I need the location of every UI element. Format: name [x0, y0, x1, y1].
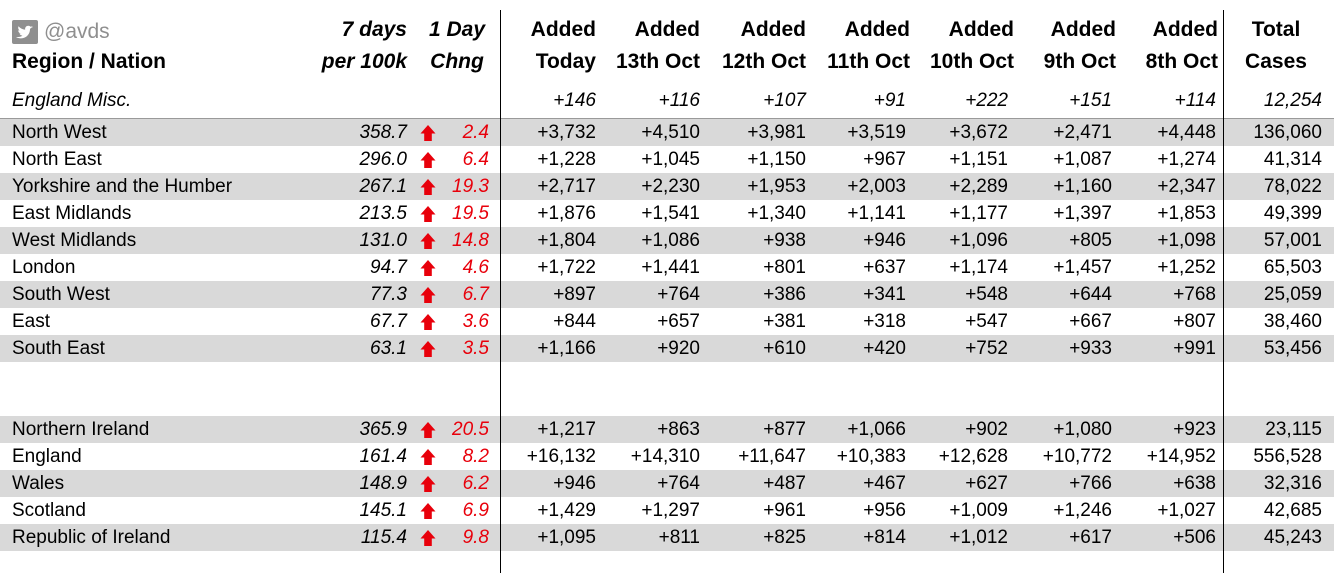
row-day-0: +1,876	[537, 203, 596, 224]
region-row	[0, 200, 1334, 227]
arrow-up-icon	[419, 313, 437, 331]
row-day-6: +2,347	[1157, 176, 1216, 197]
row-day-6: +1,274	[1157, 149, 1216, 170]
row-change: 6.9	[462, 500, 489, 521]
row-change: 20.5	[452, 419, 489, 440]
arrow-up-icon	[419, 475, 437, 493]
row-total: 556,528	[1253, 446, 1322, 467]
row-day-3: +341	[863, 284, 906, 305]
row-day-4: +2,289	[949, 176, 1008, 197]
row-day-1: +1,441	[641, 257, 700, 278]
header-day-line2: Today	[535, 50, 596, 73]
row-day-2: +11,647	[738, 446, 806, 467]
row-total: 49,399	[1263, 203, 1322, 224]
header-chg-line1: 1 Day	[428, 18, 486, 41]
row-day-5: +1,397	[1053, 203, 1112, 224]
row-day-3: +10,383	[836, 446, 906, 467]
row-change: 6.7	[462, 284, 489, 305]
row-day-0: +16,132	[526, 446, 596, 467]
header-chg	[415, 14, 499, 78]
header-total	[1228, 14, 1324, 78]
row-day-0: +2,717	[537, 176, 596, 197]
row-change: 8.2	[462, 446, 489, 467]
arrow-up-icon	[419, 529, 437, 547]
row-day-5: +1,457	[1053, 257, 1112, 278]
header-per100k-line1: 7 days	[341, 18, 407, 41]
row-day-1: +764	[657, 284, 700, 305]
row-day-2: +381	[763, 311, 806, 332]
row-day-5: +805	[1069, 230, 1112, 251]
row-day-1: +1,297	[641, 500, 700, 521]
row-day-3: +318	[863, 311, 906, 332]
region-row	[0, 119, 1334, 146]
header-day-4	[912, 14, 1014, 78]
row-day-3: +814	[863, 527, 906, 548]
row-per100k: 145.1	[359, 500, 407, 521]
row-day-1: +1,045	[641, 149, 700, 170]
header-day-line2: 13th Oct	[615, 50, 700, 73]
row-per100k: 296.0	[359, 149, 407, 170]
row-change: 14.8	[452, 230, 489, 251]
row-day-1: +657	[657, 311, 700, 332]
row-day-6: +14,952	[1146, 446, 1216, 467]
row-day-6: +506	[1173, 527, 1216, 548]
header-region: Region / Nation	[12, 50, 166, 73]
row-day-3: +637	[863, 257, 906, 278]
row-per100k: 77.3	[370, 284, 407, 305]
row-day-5: +1,087	[1053, 149, 1112, 170]
row-day-4: +3,672	[949, 122, 1008, 143]
row-day-5: +1,246	[1053, 500, 1112, 521]
row-day-1: +920	[657, 338, 700, 359]
row-day-3: +946	[863, 230, 906, 251]
misc-day-4: +222	[965, 90, 1008, 111]
misc-row	[0, 86, 1334, 116]
arrow-up-icon	[419, 421, 437, 439]
header-day-line1: Added	[1050, 18, 1116, 41]
row-day-4: +1,177	[949, 203, 1008, 224]
header-day-line2: 10th Oct	[929, 50, 1014, 73]
row-day-5: +2,471	[1053, 122, 1112, 143]
row-total: 45,243	[1263, 527, 1322, 548]
region-row	[0, 227, 1334, 254]
row-day-2: +938	[763, 230, 806, 251]
row-day-1: +1,086	[641, 230, 700, 251]
row-day-3: +967	[863, 149, 906, 170]
row-day-3: +3,519	[847, 122, 906, 143]
misc-day-5: +151	[1069, 90, 1112, 111]
twitter-bird-icon	[12, 20, 38, 44]
row-name: London	[12, 257, 76, 278]
row-day-4: +547	[965, 311, 1008, 332]
row-day-0: +3,732	[537, 122, 596, 143]
row-name: East Midlands	[12, 203, 132, 224]
row-change: 4.6	[462, 257, 489, 278]
row-name: East	[12, 311, 51, 332]
brand	[12, 16, 110, 48]
row-day-4: +1,174	[949, 257, 1008, 278]
header-day-line1: Added	[740, 18, 806, 41]
region-row	[0, 173, 1334, 200]
row-per100k: 67.7	[370, 311, 407, 332]
row-day-6: +923	[1173, 419, 1216, 440]
arrow-up-icon	[419, 178, 437, 196]
header-per100k	[300, 14, 407, 78]
nation-row	[0, 524, 1334, 551]
row-day-4: +548	[965, 284, 1008, 305]
row-day-4: +1,151	[949, 149, 1008, 170]
header-day-line1: Added	[530, 18, 596, 41]
row-day-6: +4,448	[1157, 122, 1216, 143]
row-per100k: 94.7	[370, 257, 407, 278]
row-day-1: +14,310	[630, 446, 700, 467]
row-day-6: +768	[1173, 284, 1216, 305]
row-change: 3.6	[462, 311, 489, 332]
row-day-2: +3,981	[747, 122, 806, 143]
row-name: England	[12, 446, 82, 467]
row-day-2: +1,953	[747, 176, 806, 197]
region-row	[0, 281, 1334, 308]
row-day-4: +1,009	[949, 500, 1008, 521]
row-per100k: 267.1	[359, 176, 407, 197]
row-day-0: +1,095	[537, 527, 596, 548]
row-day-0: +1,804	[537, 230, 596, 251]
header-day-line2: 8th Oct	[1145, 50, 1218, 73]
arrow-up-icon	[419, 205, 437, 223]
misc-day-3: +91	[873, 90, 906, 111]
header-day-line1: Added	[634, 18, 700, 41]
row-day-0: +897	[553, 284, 596, 305]
misc-day-6: +114	[1174, 90, 1216, 111]
header-day-line2: 9th Oct	[1043, 50, 1116, 73]
nation-row	[0, 443, 1334, 470]
row-day-2: +386	[763, 284, 806, 305]
header-day-line1: Added	[948, 18, 1014, 41]
nation-row	[0, 416, 1334, 443]
row-change: 9.8	[462, 527, 489, 548]
row-day-6: +1,027	[1157, 500, 1216, 521]
row-per100k: 63.1	[370, 338, 407, 359]
header-total-line2: Cases	[1245, 50, 1307, 73]
row-total: 23,115	[1265, 419, 1322, 440]
row-day-1: +764	[657, 473, 700, 494]
row-total: 41,314	[1263, 149, 1322, 170]
misc-day-0: +146	[553, 90, 596, 111]
row-day-3: +1,141	[847, 203, 906, 224]
row-change: 6.4	[462, 149, 489, 170]
row-total: 32,316	[1263, 473, 1322, 494]
row-day-6: +638	[1173, 473, 1216, 494]
row-per100k: 213.5	[359, 203, 407, 224]
row-day-1: +4,510	[641, 122, 700, 143]
row-day-0: +1,217	[537, 419, 596, 440]
row-day-4: +1,012	[949, 527, 1008, 548]
header-day-line2: 11th Oct	[827, 50, 910, 73]
row-name: South East	[12, 338, 105, 359]
header-day-3	[812, 14, 910, 78]
row-change: 19.3	[452, 176, 489, 197]
header-day-line1: Added	[844, 18, 910, 41]
row-day-4: +902	[965, 419, 1008, 440]
row-per100k: 161.4	[359, 446, 407, 467]
row-per100k: 131.0	[359, 230, 407, 251]
row-day-1: +1,541	[641, 203, 700, 224]
row-per100k: 358.7	[359, 122, 407, 143]
misc-day-1: +116	[658, 90, 700, 111]
row-day-2: +961	[763, 500, 806, 521]
row-name: West Midlands	[12, 230, 137, 251]
header-per100k-line2: per 100k	[321, 50, 407, 73]
header-total-line1: Total	[1251, 18, 1301, 41]
arrow-up-icon	[419, 286, 437, 304]
row-per100k: 115.4	[360, 527, 407, 548]
row-day-6: +1,853	[1157, 203, 1216, 224]
row-change: 2.4	[462, 122, 489, 143]
row-day-5: +10,772	[1042, 446, 1112, 467]
row-day-4: +627	[965, 473, 1008, 494]
row-change: 6.2	[462, 473, 489, 494]
arrow-up-icon	[419, 259, 437, 277]
row-day-3: +1,066	[847, 419, 906, 440]
row-day-6: +1,252	[1157, 257, 1216, 278]
row-total: 25,059	[1263, 284, 1322, 305]
row-day-5: +1,160	[1053, 176, 1112, 197]
row-name: South West	[12, 284, 110, 305]
row-total: 65,503	[1263, 257, 1322, 278]
row-day-0: +844	[553, 311, 596, 332]
row-total: 136,060	[1253, 122, 1322, 143]
arrow-up-icon	[419, 232, 437, 250]
row-name: North East	[12, 149, 102, 170]
row-day-5: +667	[1069, 311, 1112, 332]
row-day-0: +946	[553, 473, 596, 494]
nation-row	[0, 470, 1334, 497]
column-divider-right	[1223, 10, 1224, 573]
arrow-up-icon	[419, 340, 437, 358]
region-row	[0, 146, 1334, 173]
row-change: 3.5	[462, 338, 489, 359]
row-change: 19.5	[452, 203, 489, 224]
header-day-2	[706, 14, 806, 78]
header-chg-line2: Chng	[430, 50, 484, 73]
misc-name: England Misc.	[12, 90, 132, 111]
header-day-1	[602, 14, 700, 78]
row-day-6: +1,098	[1157, 230, 1216, 251]
row-day-1: +2,230	[641, 176, 700, 197]
region-row	[0, 308, 1334, 335]
row-day-3: +956	[863, 500, 906, 521]
row-day-2: +801	[763, 257, 806, 278]
brand-handle: @avds	[44, 20, 110, 43]
row-total: 57,001	[1263, 230, 1322, 251]
row-day-4: +1,096	[949, 230, 1008, 251]
row-day-0: +1,166	[537, 338, 596, 359]
region-row	[0, 254, 1334, 281]
row-day-0: +1,722	[537, 257, 596, 278]
row-name: Wales	[12, 473, 65, 494]
misc-day-2: +107	[763, 90, 806, 111]
arrow-up-icon	[419, 502, 437, 520]
header-day-line1: Added	[1152, 18, 1218, 41]
region-row	[0, 335, 1334, 362]
arrow-up-icon	[419, 151, 437, 169]
row-total: 53,456	[1263, 338, 1322, 359]
row-day-5: +1,080	[1053, 419, 1112, 440]
row-day-2: +1,340	[747, 203, 806, 224]
row-name: Yorkshire and the Humber	[12, 176, 233, 197]
row-day-0: +1,228	[537, 149, 596, 170]
row-total: 38,460	[1263, 311, 1322, 332]
row-day-2: +825	[763, 527, 806, 548]
row-day-2: +610	[763, 338, 806, 359]
row-day-4: +752	[965, 338, 1008, 359]
nation-row	[0, 497, 1334, 524]
row-day-3: +2,003	[847, 176, 906, 197]
row-day-5: +766	[1069, 473, 1112, 494]
row-day-0: +1,429	[537, 500, 596, 521]
row-day-5: +644	[1069, 284, 1112, 305]
row-day-1: +811	[658, 527, 700, 548]
row-day-4: +12,628	[938, 446, 1008, 467]
row-day-5: +933	[1069, 338, 1112, 359]
arrow-up-icon	[419, 124, 437, 142]
row-day-3: +467	[863, 473, 906, 494]
row-day-5: +617	[1069, 527, 1112, 548]
row-day-1: +863	[657, 419, 700, 440]
header-day-line2: 12th Oct	[721, 50, 806, 73]
header-day-0	[502, 14, 596, 78]
row-day-2: +487	[763, 473, 806, 494]
row-day-6: +807	[1173, 311, 1216, 332]
header-day-6	[1118, 14, 1218, 78]
row-name: North West	[12, 122, 107, 143]
row-name: Northern Ireland	[12, 419, 150, 440]
row-total: 42,685	[1263, 500, 1322, 521]
header-day-5	[1016, 14, 1116, 78]
row-day-2: +1,150	[747, 149, 806, 170]
misc-total: 12,254	[1263, 90, 1322, 111]
row-per100k: 148.9	[359, 473, 407, 494]
row-name: Scotland	[12, 500, 86, 521]
row-day-2: +877	[763, 419, 806, 440]
row-day-3: +420	[863, 338, 906, 359]
row-per100k: 365.9	[359, 419, 407, 440]
row-total: 78,022	[1263, 176, 1322, 197]
arrow-up-icon	[419, 448, 437, 466]
row-day-6: +991	[1173, 338, 1216, 359]
row-name: Republic of Ireland	[12, 527, 171, 548]
column-divider-left	[500, 10, 501, 573]
